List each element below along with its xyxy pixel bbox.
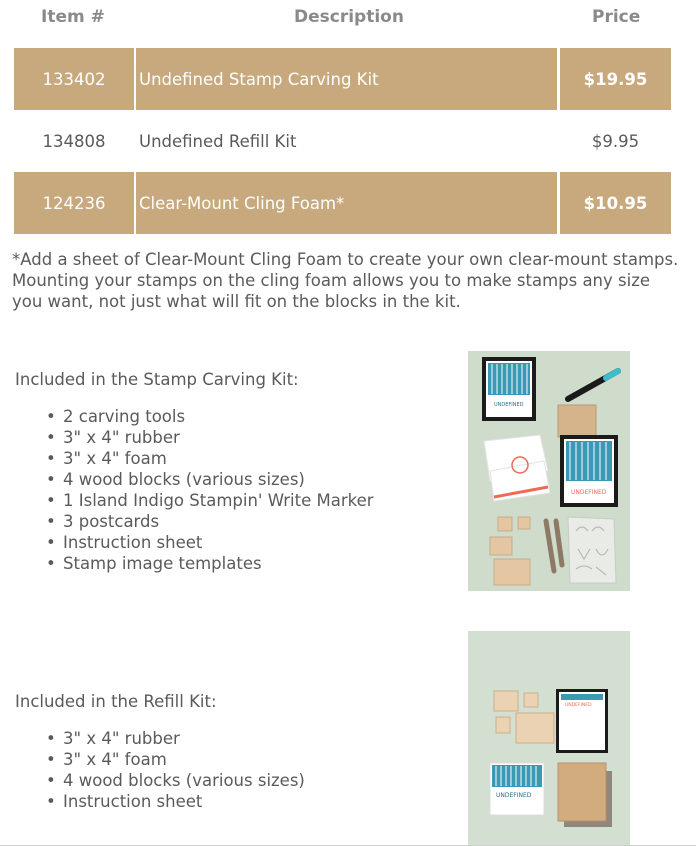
table-row: [14, 110, 671, 172]
header-item: Item #: [41, 7, 105, 27]
photo-label: UNDEFINED: [565, 703, 592, 708]
header-price: Price: [592, 7, 641, 27]
list-item: • 3" x 4" foam: [46, 448, 374, 469]
list-item: • 3" x 4" rubber: [46, 728, 305, 749]
price-table: [14, 0, 671, 234]
header-description: Description: [294, 7, 404, 27]
item-price: $19.95: [560, 48, 671, 110]
refill-kit-photo: [468, 631, 630, 846]
list-item: • 1 Island Indigo Stampin' Write Marker: [46, 490, 374, 511]
list-item: • Instruction sheet: [46, 532, 374, 553]
list-item: • 4 wood blocks (various sizes): [46, 469, 374, 490]
photo-label: UNDEFINED: [494, 402, 524, 408]
item-number: 133402: [14, 48, 134, 110]
item-price: $10.95: [560, 172, 671, 234]
list-item: • 3" x 4" rubber: [46, 427, 374, 448]
list-item: • 2 carving tools: [46, 406, 374, 427]
carving-kit-title: Included in the Stamp Carving Kit:: [15, 370, 299, 389]
table-row: [14, 172, 671, 234]
item-price: $9.95: [591, 131, 640, 151]
carving-kit-photo: [468, 351, 630, 591]
photo-label: UNDEFINED: [571, 489, 607, 496]
list-item: • 4 wood blocks (various sizes): [46, 770, 305, 791]
item-number: 124236: [14, 172, 134, 234]
item-description: Undefined Refill Kit: [139, 131, 297, 151]
table-header: [14, 0, 671, 34]
refill-kit-title: Included in the Refill Kit:: [15, 692, 217, 711]
list-item: • Stamp image templates: [46, 553, 374, 574]
refill-kit-list: [46, 728, 305, 812]
carving-kit-list: [46, 406, 374, 574]
list-item: • Instruction sheet: [46, 791, 305, 812]
foam-note: *Add a sheet of Clear-Mount Cling Foam to create your own clear-mount stamps. Mounting your stamps on the cling foam allows you to make stamps any size you want, not just what will fit on the blocks in the kit.: [12, 250, 679, 311]
photo-label: UNDEFINED: [496, 792, 532, 799]
item-description: Clear-Mount Cling Foam*: [136, 172, 557, 234]
table-row: [14, 48, 671, 110]
list-item: • 3 postcards: [46, 511, 374, 532]
item-description: Undefined Stamp Carving Kit: [136, 48, 557, 110]
list-item: • 3" x 4" foam: [46, 749, 305, 770]
item-number: 134808: [42, 131, 106, 151]
